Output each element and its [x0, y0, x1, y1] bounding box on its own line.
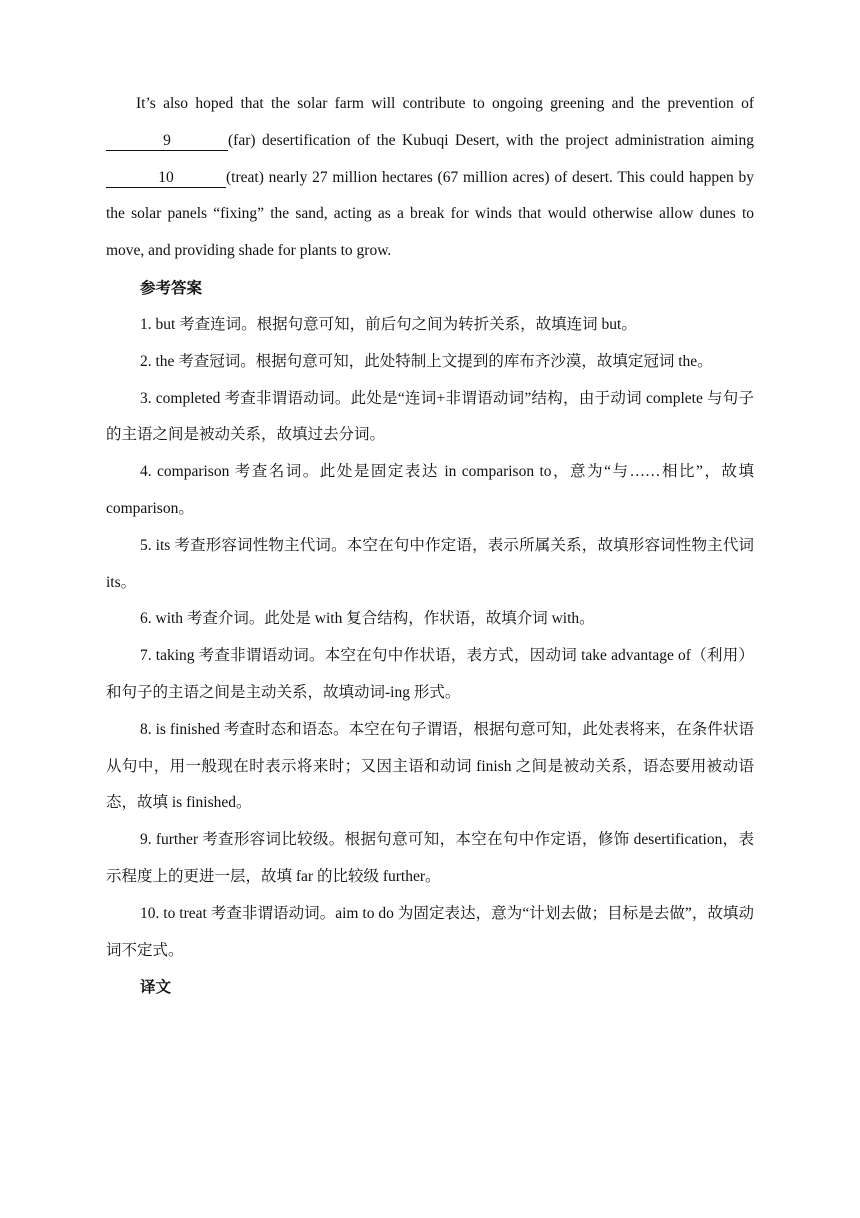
passage-paragraph	[106, 86, 754, 270]
passage-text-1: It’s also hoped that the solar farm will contribute to ongoing greening and the prevention of	[136, 95, 754, 112]
answer-heading: 参考答案	[140, 278, 203, 297]
answer-item: 5. its 考查形容词性物主代词。本空在句中作定语，表示所属关系，故填形容词性物主代词 its。	[106, 536, 754, 591]
answer-list	[106, 307, 754, 969]
passage	[106, 86, 754, 270]
answer-item: 9. further 考查形容词比较级。根据句意可知，本空在句中作定语，修饰 desertification，表示程度上的更进一层，故填 far 的比较级 further。	[106, 831, 754, 885]
answer-item: 3. completed 考查非谓语动词。此处是“连词+非谓语动词”结构，由于动词 complete 与句子的主语之间是被动关系，故填过去分词。	[106, 389, 754, 444]
answer-item: 8. is finished 考查时态和语态。本空在句子谓语，根据句意可知，此处表将来，在条件状语从句中，用一般现在时表示将来时；又因主语和动词 finish 之间是被动关系，语态要用被动语态，故填 is finished。	[106, 720, 754, 812]
answer-item: 4. comparison 考查名词。此处是固定表达 in comparison to，意为“与……相比”，故填 comparison。	[106, 463, 754, 517]
blank-9: 9	[106, 132, 228, 151]
passage-text-3: (treat) nearly 27 million hectares (67 million acres) of desert. This could happen by the solar panels “fixing” the sand, acting as a break for winds that would otherwise allow dunes to move, and providing shade for plants to grow.	[106, 168, 754, 260]
answer-item: 10. to treat 考查非谓语动词。aim to do 为固定表达，意为“计划去做；目标是去做”，故填动词不定式。	[106, 904, 754, 959]
document-content	[106, 86, 754, 1006]
answer-item: 2. the 考查冠词。根据句意可知，此处特制上文提到的库布齐沙漠，故填定冠词 the。	[140, 352, 713, 370]
blank-10: 10	[106, 169, 226, 188]
answer-item: 6. with 考查介词。此处是 with 复合结构，作状语，故填介词 with。	[140, 610, 595, 628]
answer-item: 7. taking 考查非谓语动词。本空在句中作状语，表方式，因动词 take advantage of（利用）和句子的主语之间是主动关系，故填动词-ing 形式。	[106, 647, 754, 701]
passage-text-2: (far) desertification of the Kubuqi Desert, with the project administration aiming	[228, 131, 754, 149]
translation-heading: 译文	[140, 978, 172, 997]
answer-item: 1. but 考查连词。根据句意可知，前后句之间为转折关系，故填连词 but。	[140, 315, 637, 333]
